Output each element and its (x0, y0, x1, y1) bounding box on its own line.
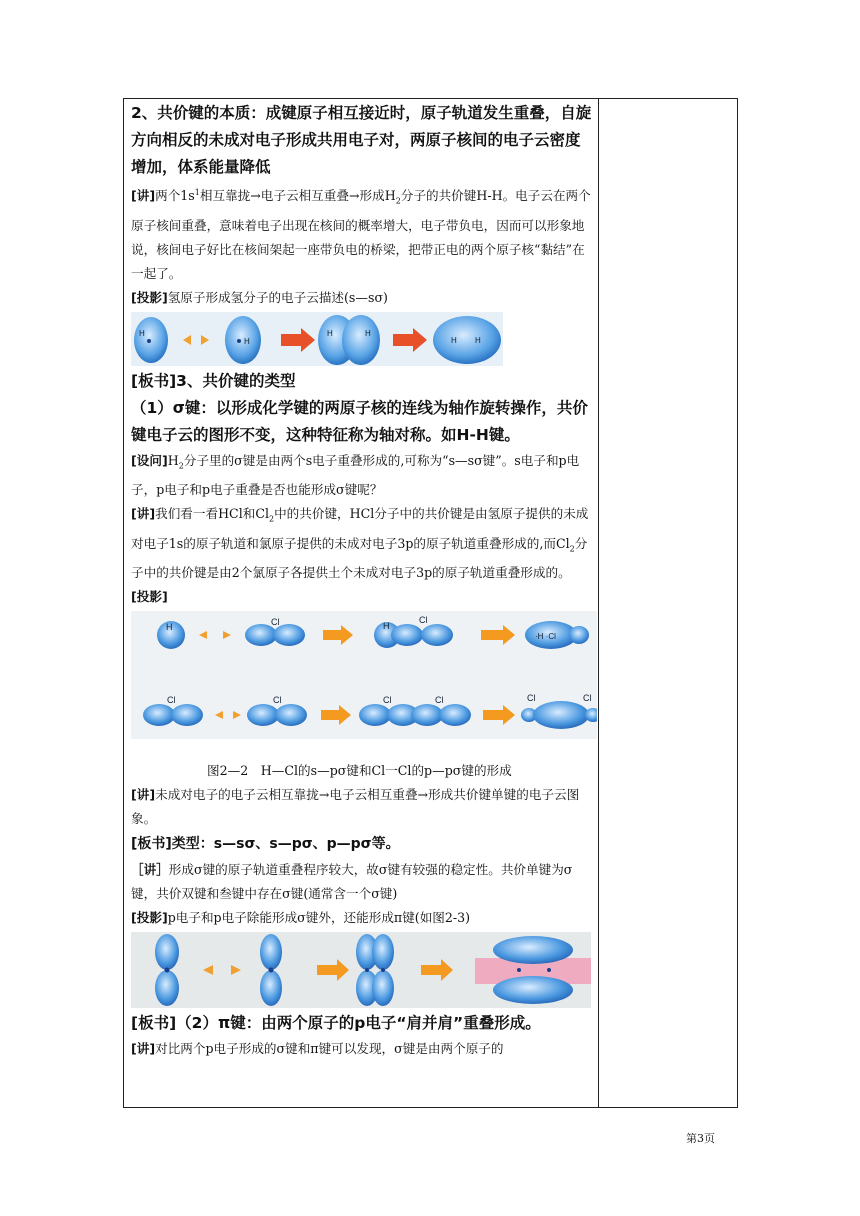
lecture-text: 未成对电子的电子云相互靠拢→电子云相互重叠→形成共价键单键的电子云图象。 (131, 787, 580, 827)
lecture-label: [讲] (131, 1041, 156, 1057)
hydrogen-orbital-figure (131, 312, 503, 366)
h-atom-orbital (225, 316, 261, 364)
superscript: 1 (194, 188, 200, 197)
atom-label: Cl (527, 693, 536, 704)
page-number: 第3页 (686, 1132, 715, 1145)
lecture-text: 对比两个p电子形成的σ键和π键可以发现，σ键是由两个原子的 (155, 1041, 504, 1057)
p-orbital-lobe (391, 624, 423, 646)
lecture-label: [讲] (131, 188, 156, 204)
board-text: 3、共价键的类型 (176, 371, 296, 390)
pi-bond-orbital-figure (131, 932, 591, 1008)
h-label: H (244, 336, 250, 346)
nucleus-dot (517, 968, 521, 972)
p-orbital-lobe (155, 934, 179, 970)
lecture-text: 分子中的共价键是由2个氯原子各提供土个未成对电子3p的原子轨道重叠形成的。 (131, 535, 588, 581)
sigma-bond-definition: （1）σ键：以形成化学键的两原子核的连线为轴作旋转操作，共价键电子云的图形不变，这种特征称为轴对称。如H-H键。 (131, 398, 588, 444)
nucleus-dot (237, 339, 241, 343)
pi-bond-upper-lobe (493, 936, 573, 964)
question-label: [设问] (131, 452, 168, 468)
p-orbital-lobe (273, 624, 305, 646)
projection-label: [投影] (131, 910, 168, 926)
atom-label: Cl (419, 615, 428, 626)
h-label: H (139, 328, 145, 338)
lecture-paragraph-4 (131, 858, 593, 906)
board-paragraph-1 (131, 368, 593, 395)
lecture-text: 我们看一看HCl和Cl (155, 506, 269, 522)
projection-paragraph-1 (131, 286, 593, 310)
p-orbital-lobe (260, 934, 282, 970)
projection-paragraph-2 (131, 585, 593, 609)
board-text: 类型：s—sσ、s—pσ、p—pσ等。 (171, 836, 400, 853)
lecture-text: 相互靠拢→电子云相互重叠→形成H (199, 188, 396, 204)
h-label: H (451, 335, 457, 345)
section-heading: 2、共价键的本质：成键原子相互接近时，原子轨道发生重叠，自旋方向相反的未成对电子形成共用电子对，两原子核间的电子云密度增加，体系能量降低 (131, 104, 592, 176)
hcl-cl2-orbital-figure (131, 611, 597, 739)
nucleus-dot (147, 339, 151, 343)
nucleus-dot (381, 968, 385, 972)
p-orbital-lobe (359, 704, 391, 726)
atom-label: H (383, 621, 390, 632)
lecture-label: ［讲］ (131, 862, 169, 878)
projection-label: [投影] (131, 289, 168, 305)
projection-paragraph-3 (131, 906, 593, 930)
atom-label: Cl (271, 617, 280, 628)
lecture-text: 两个1s (155, 188, 195, 204)
question-text: H (167, 452, 179, 468)
table-column-divider (598, 98, 599, 1108)
nucleus-dot (547, 968, 551, 972)
lecture-label: [讲] (131, 506, 156, 522)
nucleus-dot (365, 968, 369, 972)
subscript: 2 (178, 461, 184, 471)
p-orbital-lobe (439, 704, 471, 726)
p-orbital-lobe (372, 970, 394, 1006)
p-orbital-lobe (143, 704, 175, 726)
p-orbital-lobe (372, 934, 394, 970)
lecture-paragraph-5 (131, 1037, 593, 1061)
projection-label: [投影] (131, 589, 168, 605)
p-orbital-lobe (569, 626, 589, 644)
board-paragraph-3 (131, 1010, 593, 1037)
nucleus-dot (269, 968, 274, 973)
lecture-paragraph-3 (131, 783, 593, 831)
atom-label: Cl (273, 695, 282, 706)
atom-label: ·H ·Cl (535, 632, 556, 642)
h-label: H (327, 328, 333, 338)
subscript: 2 (569, 544, 575, 554)
board-text: （2）π键：由两个原子的p电子“肩并肩”重叠形成。 (176, 1014, 541, 1033)
p-orbital-lobe (275, 704, 307, 726)
question-text: 分子里的σ键是由两个s电子重叠形成的,可称为“s—sσ键”。s电子和p电子，p电子和p电子重叠是否也能形成σ键呢？ (131, 452, 580, 498)
h2-molecule-orbital (433, 316, 501, 364)
h-atom-orbital (342, 315, 380, 365)
lecture-paragraph-1 (131, 181, 593, 286)
lesson-content-cell (131, 100, 593, 1061)
projection-text: 氢原子形成氢分子的电子云描述(s—sσ) (167, 289, 388, 305)
atom-label: H (166, 622, 173, 633)
pi-bond-lower-lobe (493, 976, 573, 1004)
p-orbital-lobe (421, 624, 453, 646)
p-orbital-lobe (245, 624, 277, 646)
lecture-paragraph-2 (131, 502, 593, 585)
p-orbital-lobe (171, 704, 203, 726)
question-paragraph (131, 449, 593, 503)
p-orbital-lobe (411, 704, 443, 726)
atom-label: Cl (435, 695, 444, 706)
lecture-text: 形成σ键的原子轨道重叠程序较大，故σ键有较强的稳定性。共价单键为σ键，共价双键和叁键中存在σ键(通常含一个σ键) (131, 862, 573, 902)
atom-label: Cl (167, 695, 176, 706)
board-label: [板书] (131, 371, 177, 390)
lecture-label: [讲] (131, 787, 156, 803)
board-label: [板书] (131, 836, 172, 853)
board-label: [板书] (131, 1014, 177, 1033)
p-orbital-lobe (155, 970, 179, 1006)
p-orbital-lobe (247, 704, 279, 726)
nucleus-dot (165, 968, 170, 973)
lecture-text: 分子的共价键H-H。电子云在两个原子核间重叠，意味着电子出现在核间的概率增大，电子带负电，因而可以形象地说，核间电子好比在核间架起一座带负电的桥梁，把带正电的两个原子核“黏结”在一起了。 (131, 188, 591, 281)
p-orbital-lobe (260, 970, 282, 1006)
h-label: H (475, 335, 481, 345)
h-atom-orbital (134, 317, 168, 363)
atom-label: Cl (383, 695, 392, 706)
subscript: 2 (268, 514, 275, 524)
h-label: H (365, 328, 371, 338)
board-paragraph-2 (131, 831, 593, 858)
atom-label: Cl (583, 693, 592, 704)
lecture-text: 中的共价键，HCl分子中的共价键是由氢原子提供的未成对电子1s的原子轨道和氯原子提供的未成对电子3p的原子轨道重叠形成的,而Cl (131, 506, 589, 551)
subscript: 2 (395, 196, 401, 206)
figure-caption: 图2—2 H—Cl的s—pσ键和Cl一Cl的p—pσ键的形成 (207, 763, 512, 779)
projection-text: p电子和p电子除能形成σ键外，还能形成π键(如图2-3) (167, 910, 471, 926)
cl2-molecule-orbital (533, 701, 589, 729)
